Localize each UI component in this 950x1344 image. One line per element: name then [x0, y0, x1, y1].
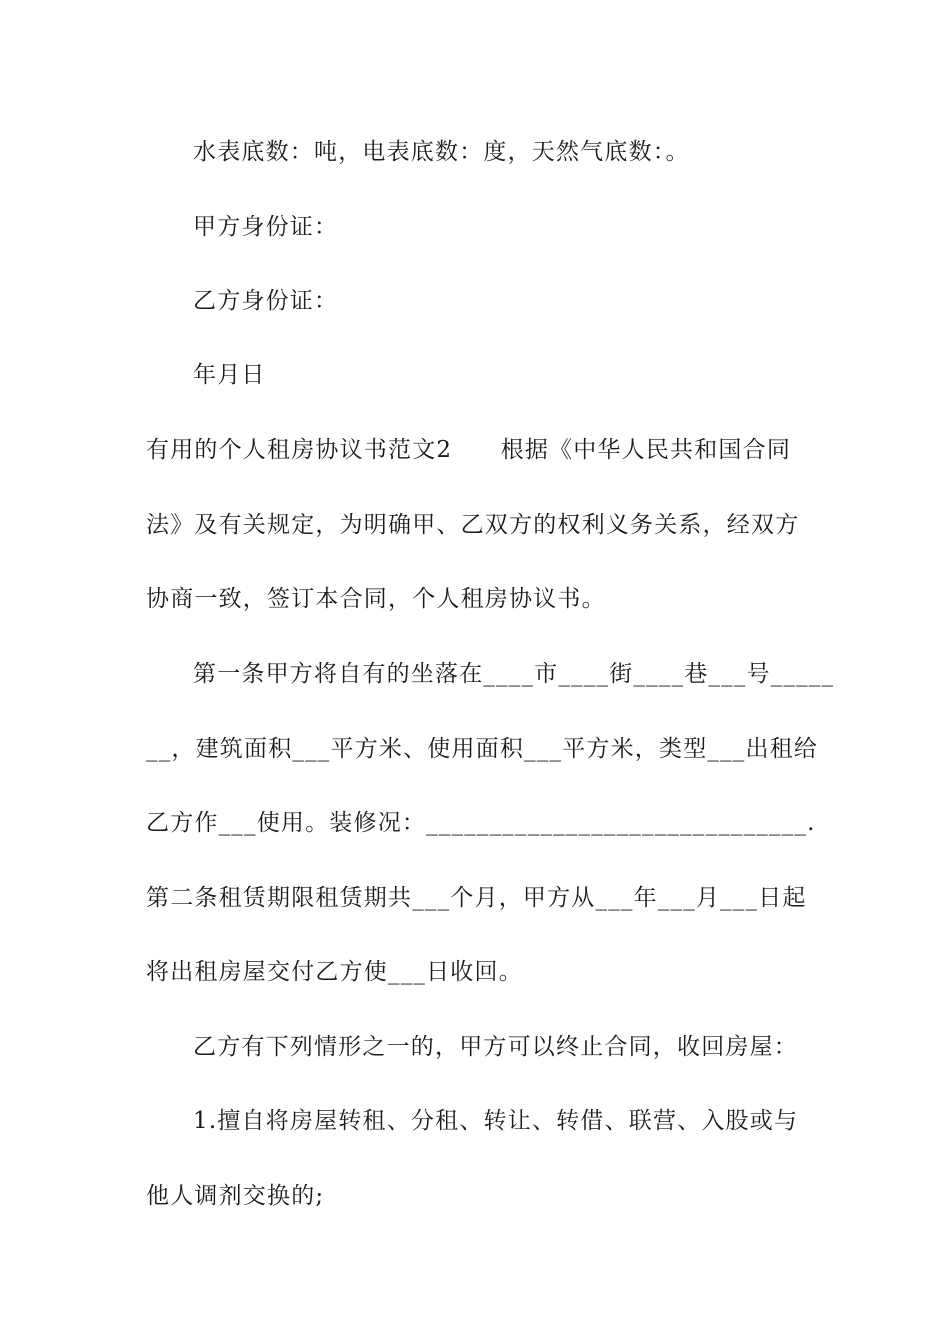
party-b-id-line: 乙方身份证： [193, 288, 339, 314]
article-one-line: 乙方作___使用。装修况：______________________________. [146, 810, 816, 836]
termination-intro-line: 乙方有下列情形之一的，甲方可以终止合同，收回房屋： [193, 1034, 798, 1060]
article-two-line: 第二条租赁期限租赁期共___个月，甲方从___年___月___日起 [146, 885, 807, 911]
article-two-line: 将出租房屋交付乙方使___日收回。 [146, 959, 523, 985]
party-a-id-line: 甲方身份证： [193, 214, 339, 240]
paragraph-line: 法》及有关规定，为明确甲、乙双方的权利义务关系，经双方 [146, 512, 800, 538]
article-one-line: 第一条甲方将自有的坐落在____市____街____巷___号_____ [193, 661, 835, 687]
meter-readings-line: 水表底数：吨，电表底数：度，天然气底数：。 [193, 139, 690, 165]
date-line: 年月日 [193, 362, 266, 388]
termination-item-line: 1.擅自将房屋转租、分租、转让、转借、联营、入股或与 [193, 1108, 799, 1134]
article-one-line: __，建筑面积___平方米、使用面积___平方米，类型___出租给 [146, 736, 819, 762]
paragraph-line: 协商一致，签订本合同，个人租房协议书。 [146, 586, 606, 612]
section-title-paragraph-line: 有用的个人租房协议书范文2 根据《中华人民共和国合同 [146, 437, 792, 463]
termination-item-line: 他人调剂交换的; [146, 1183, 325, 1209]
